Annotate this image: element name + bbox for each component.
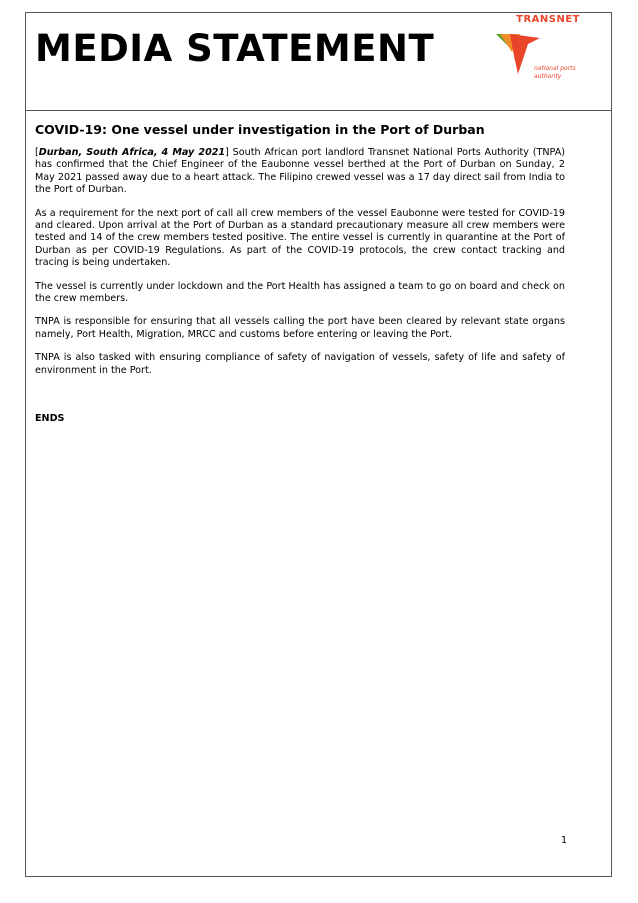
logo-wordmark: TRANSNET bbox=[516, 14, 580, 25]
paragraph-2: As a requirement for the next port of call all crew members of the vessel Eaubonne were tested for COVID-19 and cleared. Upon arrival at the Port of Durban as a standard precautionary measure all crew members were tested and 14 of the crew members tested positive. The entire vessel is currently in quarantine at the Port of Durban as per COVID-19 Regulations. As part of the COVID-19 protocols, the crew contact tracking and tracing is being undertaken. bbox=[35, 207, 565, 269]
paragraph-3: The vessel is currently under lockdown and the Port Health has assigned a team to go on board and check on the crew members. bbox=[35, 280, 565, 305]
page-number: 1 bbox=[561, 835, 568, 846]
logo-subtitle-line1: national ports bbox=[534, 65, 576, 72]
paragraph-1-text: ] South African port landlord Transnet National Ports Authority (TNPA) has confirmed that the Chief Engineer of the Eaubonne vessel berthed at the Port of Durban on Sunday, 2 May 2021 passed away due to a heart attack. The Filipino crewed vessel was a 17 day direct sail from India to the Port of Durban. bbox=[35, 147, 565, 196]
article-headline: COVID-19: One vessel under investigation in the Port of Durban bbox=[35, 122, 485, 137]
dateline: Durban, South Africa, 4 May 2021 bbox=[38, 147, 226, 158]
logo-subtitle bbox=[534, 65, 580, 81]
page-title: MEDIA STATEMENT bbox=[35, 27, 435, 70]
logo-subtitle-line2: authority bbox=[534, 73, 562, 80]
ends-marker: ENDS bbox=[35, 413, 65, 425]
header-divider bbox=[26, 110, 611, 111]
dateline-open-bracket: [ bbox=[35, 147, 39, 158]
article-body bbox=[35, 122, 565, 424]
paragraph-1 bbox=[35, 147, 565, 197]
paragraph-4: TNPA is responsible for ensuring that all vessels calling the port have been cleared by relevant state organs namely, Port Health, Migration, MRCC and customs before entering or leaving the Port. bbox=[35, 316, 565, 340]
transnet-logo bbox=[490, 14, 580, 94]
paragraph-5: TNPA is also tasked with ensuring compliance of safety of navigation of vessels, safety of life and safety of environment in the Port. bbox=[35, 352, 565, 376]
